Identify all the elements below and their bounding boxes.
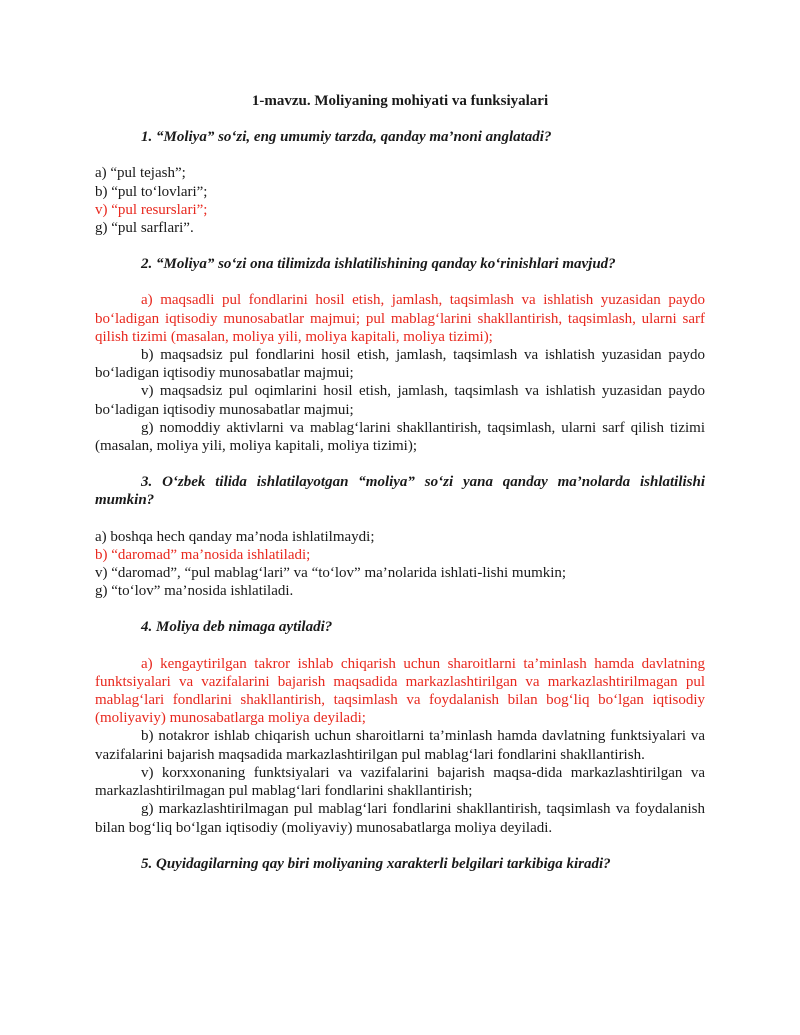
q1-option-v-correct: v) “pul resurslari”; [95,201,208,218]
q4-option-a-correct: a) kengaytirilgan takror ishlab chiqarish uchun sharoitlarni ta’minlash hamda davlatning funktsiyalari va vazifalarini bajarish maqsadida markazlashtirilgan va markazlashtirilmagan pul mablag‘lari fondlarini shakllantirish, taqsimlash va foydalanish bilan bog‘liq bo‘lgan iqtisodiy (moliyaviy) munosabatlarga moliya deyiladi; [95,655,705,727]
q2-option-b: b) maqsadsiz pul fondlarini hosil etish, jamlash, taqsimlash va ishlatish yuzasidan paydo bo‘ladigan iqtisodiy munosabatlar majmui; [95,347,705,382]
q1-option-a: a) “pul tejash”; [95,165,186,182]
question-4: 4. Moliya deb nimaga aytiladi? [141,619,333,636]
document-title: 1-mavzu. Moliyaning mohiyati va funksiyalari [251,93,549,109]
question-2: 2. “Moliya” so‘zi ona tilimizda ishlatilishining qanday ko‘rinishlari mavjud? [141,256,616,273]
q3-option-b-correct: b) “daromad” ma’nosida ishlatiladi; [95,546,311,563]
q1-option-g: g) “pul sarflari”. [95,220,194,237]
question-2-options [95,291,705,455]
question-3: 3. O‘zbek tilida ishlatilayotgan “moliya” so‘zi yana qanday ma’nolarda ishlatilishi mumkin? [95,474,705,509]
q4-option-b: b) notakror ishlab chiqarish uchun sharoitlarni ta’minlash hamda davlatning funktsiyalari va vazifalarini bajarish maqsadida markazlashtirilgan pul mablag‘lari fondlarini shakllantirish. [95,728,705,763]
q4-option-g: g) markazlashtirilmagan pul mablag‘lari fondlarini shakllantirish, taqsimlash va foydalanish bilan bog‘liq bo‘lgan iqtisodiy (moliyaviy) munosabatlarga moliya deyiladi. [95,801,705,836]
q3-option-a: a) boshqa hech qanday ma’noda ishlatilmaydi; [95,528,375,545]
question-3-options [95,528,705,601]
q1-option-b: b) “pul to‘lovlari”; [95,183,208,200]
q2-option-a-correct: a) maqsadli pul fondlarini hosil etish, jamlash, taqsimlash va ishlatish yuzasidan paydo bo‘ladigan iqtisodiy munosabatlar majmui; pul mablag‘larini shakllantirish, taqsimlash, ularni sarf qilish tizimi (masalan, moliya yili, moliya kapitali, moliya tizimi); [95,292,705,345]
q3-option-v: v) “daromad”, “pul mablag‘lari” va “to‘lov” ma’nolarida ishlati-lishi mumkin; [95,565,567,582]
q4-option-v: v) korxxonaning funktsiyalari va vazifalarini bajarish maqsa-dida markazlashtirilgan va markazlashtirilmagan pul mablag‘lari fondlarini shakllantirish; [95,764,705,800]
question-5: 5. Quyidagilarning qay biri moliyaning xarakterli belgilari tarkibiga kiradi? [141,855,611,872]
question-4-options [95,655,705,837]
question-1-options [95,164,705,237]
q2-option-v: v) maqsadsiz pul oqimlarini hosil etish, jamlash, taqsimlash va ishlatish yuzasidan paydo bo‘ladigan iqtisodiy munosabatlar majmui; [95,383,705,418]
q3-option-g: g) “to‘lov” ma’nosida ishlatiladi. [95,583,294,600]
question-1: 1. “Moliya” so‘zi, eng umumiy tarzda, qanday ma’noni anglatadi? [141,129,552,146]
q2-option-g: g) nomoddiy aktivlarni va mablag‘larini shakllantirish, taqsimlash, ularni sarf qilish tizimi (masalan, moliya yili, moliya kapitali, moliya tizimi); [95,419,705,455]
